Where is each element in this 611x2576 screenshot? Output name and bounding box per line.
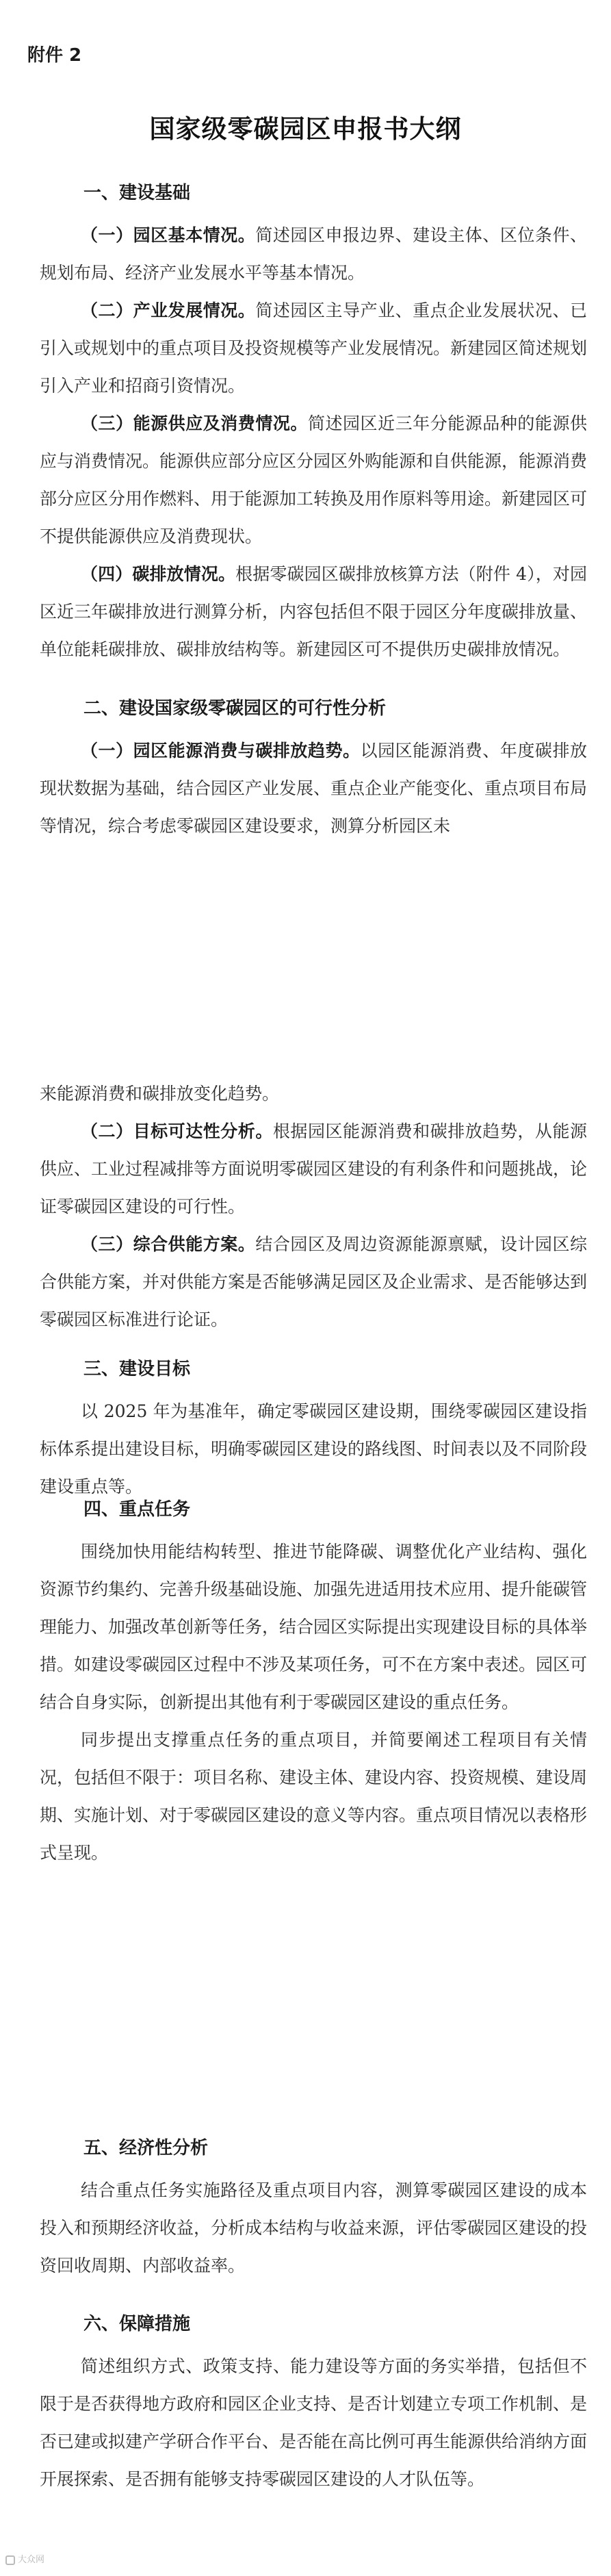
- paragraph-lead: （一）园区能源消费与碳排放趋势。: [81, 741, 361, 761]
- section-feasibility-analysis: [40, 695, 587, 845]
- paragraph-lead: （三）综合供能方案。: [81, 1234, 256, 1254]
- section-heading: 五、经济性分析: [83, 2138, 209, 2158]
- paragraph-lead: （四）碳排放情况。: [81, 564, 236, 584]
- section-heading: 二、建设国家级零碳园区的可行性分析: [83, 698, 387, 719]
- paragraph-text: 简述园区主导产业、重点企业发展状况、已引入或规划中的重点项目及投资规模等产业发展情况。新建园区简述规划引入产业和招商引资情况。: [40, 301, 588, 396]
- paragraph-text: 同步提出支撑重点任务的重点项目，并简要阐述工程项目有关情况，包括但不限于：项目名称、建设主体、建设内容、投资规模、建设周期、实施计划、对于零碳园区建设的意义等内容。重点项目情况以表格形式呈现。: [40, 1730, 588, 1863]
- paragraph-lead: （二）目标可达性分析。: [81, 1121, 273, 1141]
- paragraph-lead: （三）能源供应及消费情况。: [81, 413, 308, 433]
- section-heading: 一、建设基础: [83, 183, 191, 203]
- section-feasibility-analysis-continued: [40, 1075, 587, 1338]
- paragraph: [40, 1075, 587, 1112]
- watermark-logo-icon: [5, 2555, 15, 2565]
- paragraph-lead: （二）产业发展情况。: [81, 301, 256, 320]
- section-economic-analysis: [40, 2134, 587, 2284]
- section-safeguards: [40, 2310, 587, 2498]
- section-heading: 四、重点任务: [83, 1499, 191, 1520]
- paragraph-text: 结合重点任务实施路径及重点项目内容，测算零碳园区建设的成本投入和预期经济收益，分析成本结构与收益来源，评估零碳园区建设的投资回收周期、内部收益率。: [40, 2180, 588, 2275]
- paragraph: [40, 405, 587, 555]
- paragraph-text: 根据零碳园区碳排放核算方法（附件 4），对园区近三年碳排放进行测算分析，内容包括但不限于园区分年度碳排放量、单位能耗碳排放、碳排放结构等。新建园区可不提供历史碳排放情况。: [40, 564, 588, 659]
- paragraph-lead: （一）园区基本情况。: [81, 225, 256, 245]
- section-construction-basis: [40, 179, 587, 668]
- paragraph: [40, 2347, 587, 2498]
- paragraph: [40, 216, 587, 292]
- paragraph-text: 根据园区能源消费和碳排放趋势，从能源供应、工业过程减排等方面说明零碳园区建设的有利条件和问题挑战，论证零碳园区建设的可行性。: [40, 1121, 588, 1216]
- paragraph: [40, 555, 587, 668]
- paragraph: [40, 1392, 587, 1505]
- paragraph-text: 以园区能源消费、年度碳排放现状数据为基础，结合园区产业发展、重点企业产能变化、重点项目布局等情况，综合考虑零碳园区建设要求，测算分析园区未: [40, 741, 588, 836]
- paragraph: [40, 1225, 587, 1338]
- section-construction-goals: [40, 1355, 587, 1505]
- paragraph-text: 以 2025 年为基准年，确定零碳园区建设期，围绕零碳园区建设指标体系提出建设目标，明确零碳园区建设的路线图、时间表以及不同阶段建设重点等。: [40, 1401, 588, 1496]
- watermark-text: 大众网: [18, 2555, 45, 2565]
- section-heading: 三、建设目标: [83, 1359, 191, 1379]
- paragraph: [40, 1533, 587, 1721]
- page-title: 国家级零碳园区申报书大纲: [149, 114, 462, 144]
- paragraph: [40, 1112, 587, 1225]
- paragraph-text: 围绕加快用能结构转型、推进节能降碳、调整优化产业结构、强化资源节约集约、完善升级基础设施、加强先进适用技术应用、提升能碳管理能力、加强改革创新等任务，结合园区实际提出实现建设目标的具体举措。如建设零碳园区过程中不涉及某项任务，可不在方案中表述。园区可结合自身实际，创新提出其他有利于零碳园区建设的重点任务。: [40, 1542, 588, 1712]
- paragraph: [40, 1721, 587, 1872]
- section-heading: 六、保障措施: [83, 2314, 191, 2334]
- paragraph-text: 简述组织方式、政策支持、能力建设等方面的务实举措，包括但不限于是否获得地方政府和园区企业支持、是否计划建立专项工作机制、是否已建或拟建产学研合作平台、是否能在高比例可再生能源供给消纳方面开展探索、是否拥有能够支持零碳园区建设的人才队伍等。: [40, 2356, 588, 2489]
- watermark: [5, 2552, 44, 2565]
- paragraph: [40, 292, 587, 405]
- section-key-tasks: [40, 1496, 587, 1872]
- paragraph-text: 简述园区申报边界、建设主体、区位条件、规划布局、经济产业发展水平等基本情况。: [40, 225, 587, 283]
- paragraph: [40, 732, 587, 845]
- paragraph-text: 结合园区及周边资源能源禀赋，设计园区综合供能方案，并对供能方案是否能够满足园区及企业需求、是否能够达到零碳园区标准进行论证。: [40, 1234, 588, 1329]
- paragraph-text: 来能源消费和碳排放变化趋势。: [40, 1084, 280, 1104]
- paragraph: [40, 2171, 587, 2284]
- paragraph-text: 简述园区近三年分能源品种的能源供应与消费情况。能源供应部分应区分园区外购能源和自供能源，能源消费部分应区分用作燃料、用于能源加工转换及用作原料等用途。新建园区可不提供能源供应及消费现状。: [40, 413, 588, 546]
- attachment-label: 附件 2: [27, 45, 82, 66]
